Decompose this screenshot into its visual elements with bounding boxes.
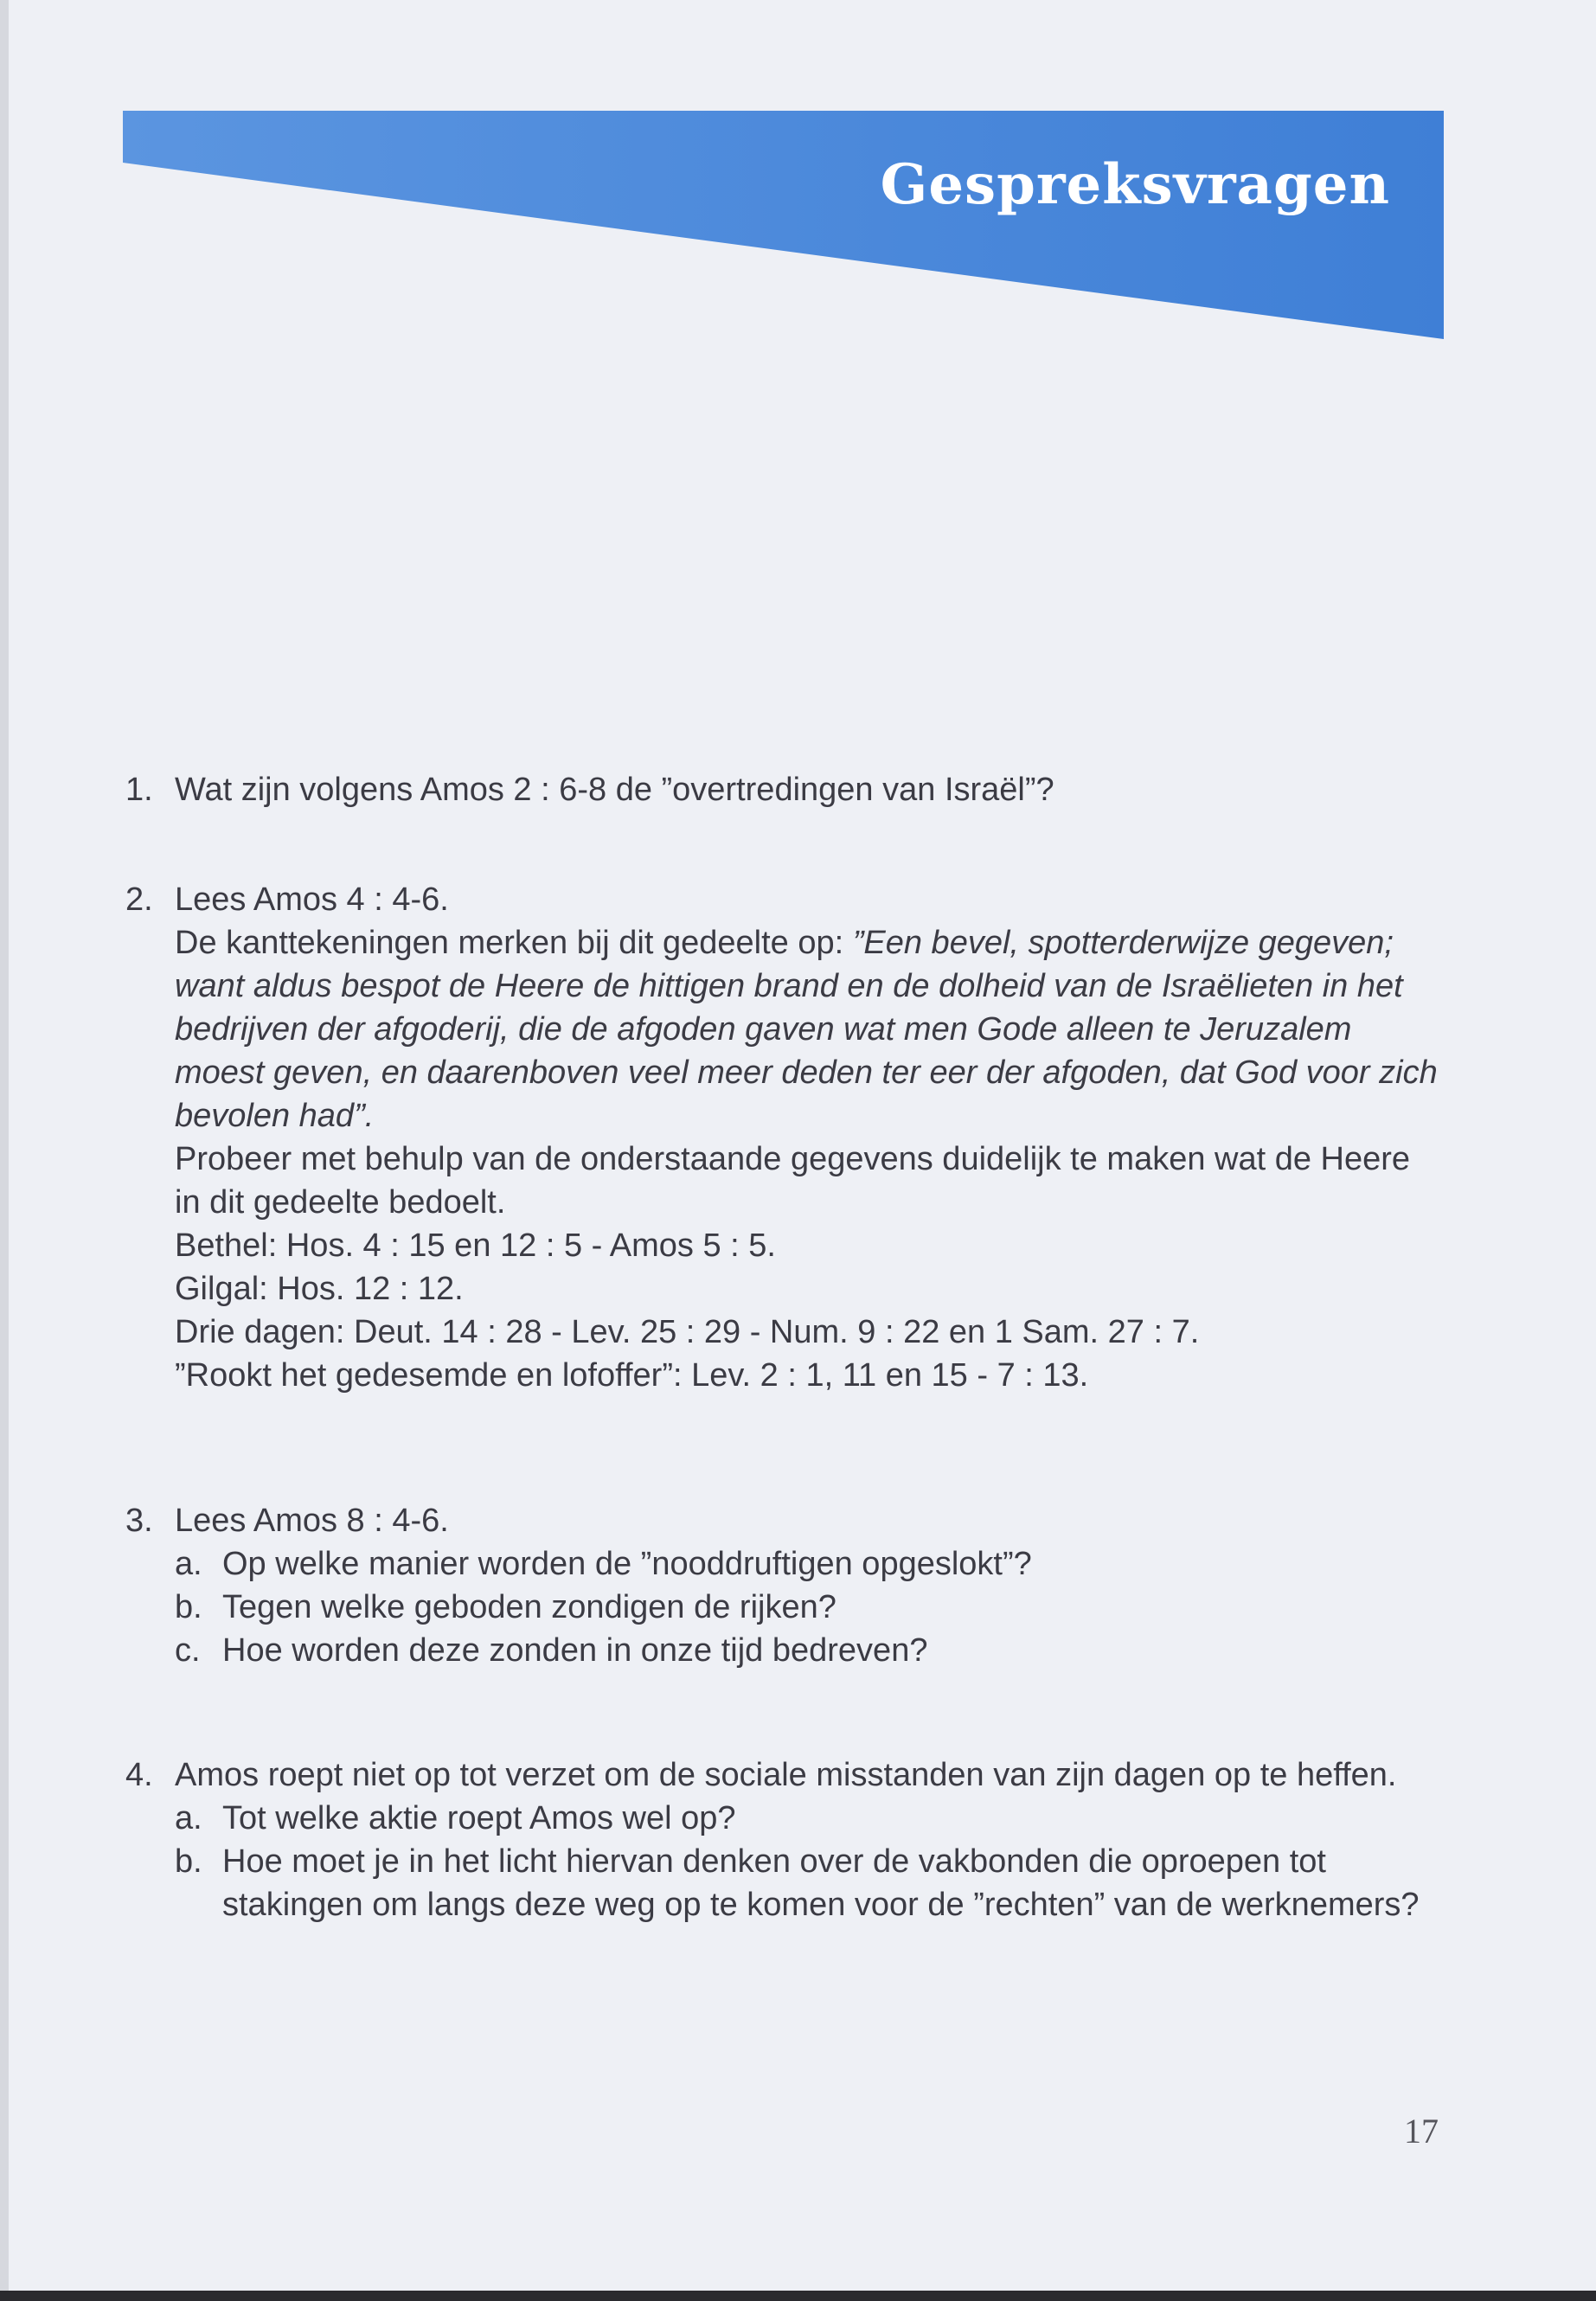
reference-line: Gilgal: Hos. 12 : 12. — [175, 1271, 464, 1307]
question-number: 2. — [125, 881, 153, 918]
question-1 — [125, 768, 1440, 811]
sub-question — [175, 1840, 1440, 1926]
sub-question-label: b. — [175, 1589, 202, 1625]
page-edge — [0, 0, 9, 2301]
reference-line: Bethel: Hos. 4 : 15 en 12 : 5 - Amos 5 : 5. — [175, 1227, 776, 1264]
reference-line: ”Rookt het gedesemde en lofoffer”: Lev. 2 : 1, 11 en 15 - 7 : 13. — [175, 1357, 1089, 1394]
sub-question-text: Tegen welke geboden zondigen de rijken? — [222, 1589, 836, 1625]
question-number: 4. — [125, 1757, 153, 1793]
question-list — [125, 768, 1440, 1926]
commentary-paragraph — [175, 921, 1440, 1138]
question-intro: Amos roept niet op tot verzet om de sociale misstanden van zijn dagen op te heffen. — [175, 1757, 1397, 1793]
sub-question-text: Hoe worden deze zonden in onze tijd bedreven? — [222, 1632, 928, 1669]
sub-question-label: c. — [175, 1632, 201, 1669]
sub-question — [175, 1586, 1440, 1629]
question-number: 1. — [125, 772, 153, 808]
sub-question-text: Op welke manier worden de ”nooddruftigen opgeslokt”? — [222, 1546, 1032, 1582]
question-instruction: Probeer met behulp van de onderstaande gegevens duidelijk te maken wat de Heere in dit gedeelte bedoelt. — [175, 1141, 1411, 1221]
sub-question-label: b. — [175, 1843, 202, 1880]
page-number: 17 — [1404, 2112, 1439, 2150]
commentary-quote: ”Een bevel, spotterderwijze gegeven; want aldus bespot de Heere de hittigen brand en de dolheid van de Israëlieten in het bedrijven der afgoderij, die de afgoden gaven wat men Gode alleen te Jeruzalem moest geven, en daarenboven veel meer deden ter eer der afgoden, dat God voor zich bevolen had”. — [175, 925, 1438, 1134]
question-text: Wat zijn volgens Amos 2 : 6-8 de ”overtredingen van Israël”? — [175, 772, 1054, 808]
question-3 — [125, 1499, 1440, 1672]
sub-question-text: Hoe moet je in het licht hiervan denken over de vakbonden die oproepen tot stakingen om langs deze weg op te komen voor de ”rechten” van de werknemers? — [222, 1843, 1420, 1923]
question-2 — [125, 878, 1440, 1397]
sub-question — [175, 1797, 1440, 1840]
sub-question-label: a. — [175, 1800, 202, 1836]
sub-question-text: Tot welke aktie roept Amos wel op? — [222, 1800, 736, 1836]
reference-line: Drie dagen: Deut. 14 : 28 - Lev. 25 : 29 - Num. 9 : 22 en 1 Sam. 27 : 7. — [175, 1314, 1200, 1350]
question-intro: Lees Amos 8 : 4-6. — [175, 1503, 449, 1539]
banner-shape — [123, 111, 1444, 339]
sub-question — [175, 1542, 1440, 1586]
question-number: 3. — [125, 1503, 153, 1539]
question-intro: Lees Amos 4 : 4-6. — [175, 881, 449, 918]
sub-question-label: a. — [175, 1546, 202, 1582]
banner-polygon — [123, 111, 1444, 339]
sub-question — [175, 1629, 1440, 1672]
page-title: Gespreksvragen — [880, 152, 1390, 217]
commentary-lead: De kanttekeningen merken bij dit gedeelte op: — [175, 925, 853, 961]
header-banner — [123, 111, 1444, 339]
question-4 — [125, 1753, 1440, 1926]
page-bottom-edge — [0, 2291, 1596, 2301]
